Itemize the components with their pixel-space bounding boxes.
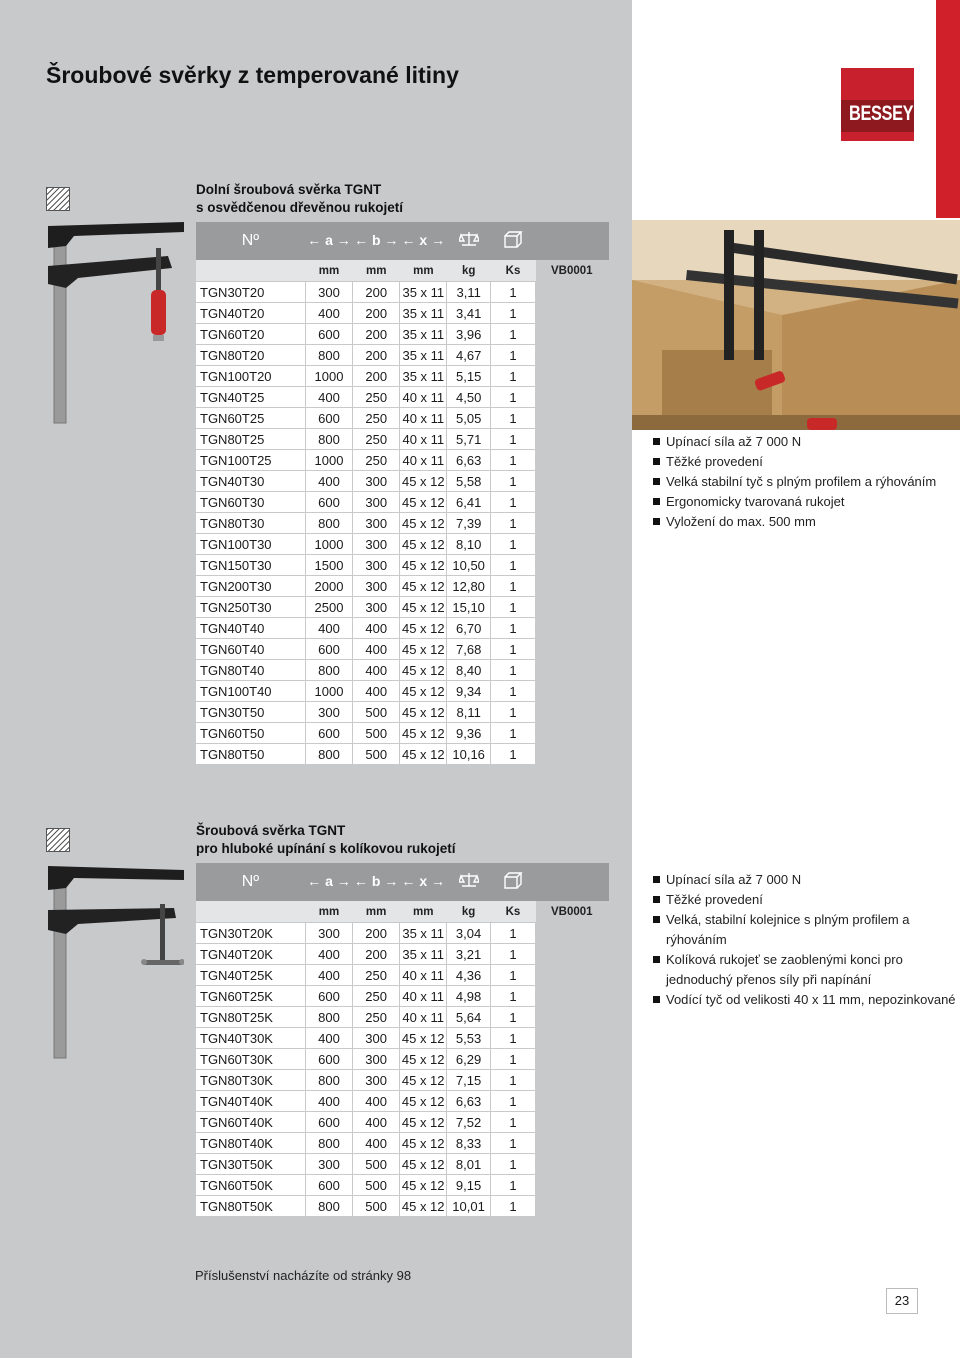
- table-row: TGN60T50 600 500 45 x 12 9,36 1: [196, 723, 609, 744]
- table-header-row: [196, 222, 609, 260]
- table-row: TGN200T30 2000 300 45 x 12 12,80 1: [196, 576, 609, 597]
- table-row: TGN80T50K 800 500 45 x 12 10,01 1: [196, 1196, 609, 1217]
- table-row: TGN40T20K 400 200 35 x 11 3,21 1: [196, 944, 609, 965]
- page-title: Šroubové svěrky z temperované litiny: [46, 62, 459, 88]
- feature-item: Těžké provedení: [652, 452, 936, 472]
- table-row: TGN60T50K 600 500 45 x 12 9,15 1: [196, 1175, 609, 1196]
- clamp-product-image-2: [44, 860, 184, 1060]
- table-row: TGN60T20 600 200 35 x 11 3,96 1: [196, 324, 609, 345]
- brand-red-bar: [936, 0, 960, 218]
- feature-item: Kolíková rukojeť se zaoblenými konci pro jednoduchý přenos síly při napínání: [652, 950, 960, 990]
- table-row: TGN100T20 1000 200 35 x 11 5,15 1: [196, 366, 609, 387]
- table-row: TGN60T30K 600 300 45 x 12 6,29 1: [196, 1049, 609, 1070]
- table-row: TGN80T40K 800 400 45 x 12 8,33 1: [196, 1133, 609, 1154]
- table-row: TGN100T25 1000 250 40 x 11 6,63 1: [196, 450, 609, 471]
- feature-item: Velká stabilní tyč s plným profilem a rýhováním: [652, 472, 936, 492]
- table-row: TGN30T50K 300 500 45 x 12 8,01 1: [196, 1154, 609, 1175]
- table-row: TGN30T20 300 200 35 x 11 3,11 1: [196, 282, 609, 303]
- table-row: TGN100T30 1000 300 45 x 12 8,10 1: [196, 534, 609, 555]
- feature-item: Velká, stabilní kolejnice s plným profilem a rýhováním: [652, 910, 960, 950]
- feature-item: Ergonomicky tvarovaná rukojet: [652, 492, 936, 512]
- scale-icon: [447, 222, 491, 260]
- wood-material-icon: [46, 187, 70, 211]
- accessories-note: Příslušenství nacházíte od stránky 98: [195, 1268, 412, 1283]
- col-b: ← b →: [353, 222, 400, 260]
- table-row: TGN80T30 800 300 45 x 12 7,39 1: [196, 513, 609, 534]
- box-icon: [490, 863, 535, 901]
- feature-item: Upínací síla až 7 000 N: [652, 870, 960, 890]
- table-row: TGN80T40 800 400 45 x 12 8,40 1: [196, 660, 609, 681]
- col-x: ← x →: [400, 222, 447, 260]
- product-title-2: Šroubová svěrka TGNT pro hluboké upínání s kolíkovou rukojetí: [196, 823, 456, 856]
- table-row: TGN60T30 600 300 45 x 12 6,41 1: [196, 492, 609, 513]
- table-row: TGN80T25 800 250 40 x 11 5,71 1: [196, 429, 609, 450]
- table-row: TGN40T40K 400 400 45 x 12 6,63 1: [196, 1091, 609, 1112]
- clamps-in-use-photo: [632, 220, 960, 430]
- wood-material-icon-2: [46, 828, 70, 852]
- product-table-1: [195, 222, 609, 765]
- feature-item: Těžké provedení: [652, 890, 960, 910]
- table-row: TGN40T30 400 300 45 x 12 5,58 1: [196, 471, 609, 492]
- col-a: ← a →: [305, 222, 352, 260]
- table-row: TGN30T50 300 500 45 x 12 8,11 1: [196, 702, 609, 723]
- product-table-2: [195, 863, 609, 1217]
- feature-list-2: [652, 870, 960, 1010]
- product-title-1: Dolní šroubová svěrka TGNT s osvědčenou dřevěnou rukojetí: [196, 182, 404, 215]
- table-units-row: mm mm mm kg Ks VB0001: [196, 260, 609, 282]
- clamp-product-image-1: [44, 218, 184, 428]
- table-units-row-2: mm mm mm kg Ks VB0001: [196, 901, 609, 923]
- table-row: TGN40T25 400 250 40 x 11 4,50 1: [196, 387, 609, 408]
- table-row: TGN80T30K 800 300 45 x 12 7,15 1: [196, 1070, 609, 1091]
- table-row: TGN60T40K 600 400 45 x 12 7,52 1: [196, 1112, 609, 1133]
- page-number: 23: [886, 1288, 918, 1314]
- feature-item: Vyložení do max. 500 mm: [652, 512, 936, 532]
- table-row: TGN40T20 400 200 35 x 11 3,41 1: [196, 303, 609, 324]
- table-row: TGN150T30 1500 300 45 x 12 10,50 1: [196, 555, 609, 576]
- table-row: TGN60T25 600 250 40 x 11 5,05 1: [196, 408, 609, 429]
- table-row: TGN80T20 800 200 35 x 11 4,67 1: [196, 345, 609, 366]
- feature-list-1: [652, 432, 936, 532]
- scale-icon: [447, 863, 491, 901]
- logo-text: BESSEY: [849, 102, 914, 125]
- feature-item: Upínací síla až 7 000 N: [652, 432, 936, 452]
- table-row: TGN40T40 400 400 45 x 12 6,70 1: [196, 618, 609, 639]
- feature-item: Vodící tyč od velikosti 40 x 11 mm, nepozinkované: [652, 990, 960, 1010]
- table-row: TGN30T20K 300 200 35 x 11 3,04 1: [196, 923, 609, 944]
- bessey-logo: [841, 68, 914, 141]
- table-header-row-2: Nº ← a → ← b → ← x →: [196, 863, 609, 901]
- table-row: TGN100T40 1000 400 45 x 12 9,34 1: [196, 681, 609, 702]
- table-row: TGN60T40 600 400 45 x 12 7,68 1: [196, 639, 609, 660]
- table-row: TGN60T25K 600 250 40 x 11 4,98 1: [196, 986, 609, 1007]
- table-row: TGN250T30 2500 300 45 x 12 15,10 1: [196, 597, 609, 618]
- table-row: TGN40T30K 400 300 45 x 12 5,53 1: [196, 1028, 609, 1049]
- col-no: Nº: [196, 222, 306, 260]
- table-row: TGN80T50 800 500 45 x 12 10,16 1: [196, 744, 609, 765]
- box-icon: [490, 222, 535, 260]
- table-row: TGN40T25K 400 250 40 x 11 4,36 1: [196, 965, 609, 986]
- table-row: TGN80T25K 800 250 40 x 11 5,64 1: [196, 1007, 609, 1028]
